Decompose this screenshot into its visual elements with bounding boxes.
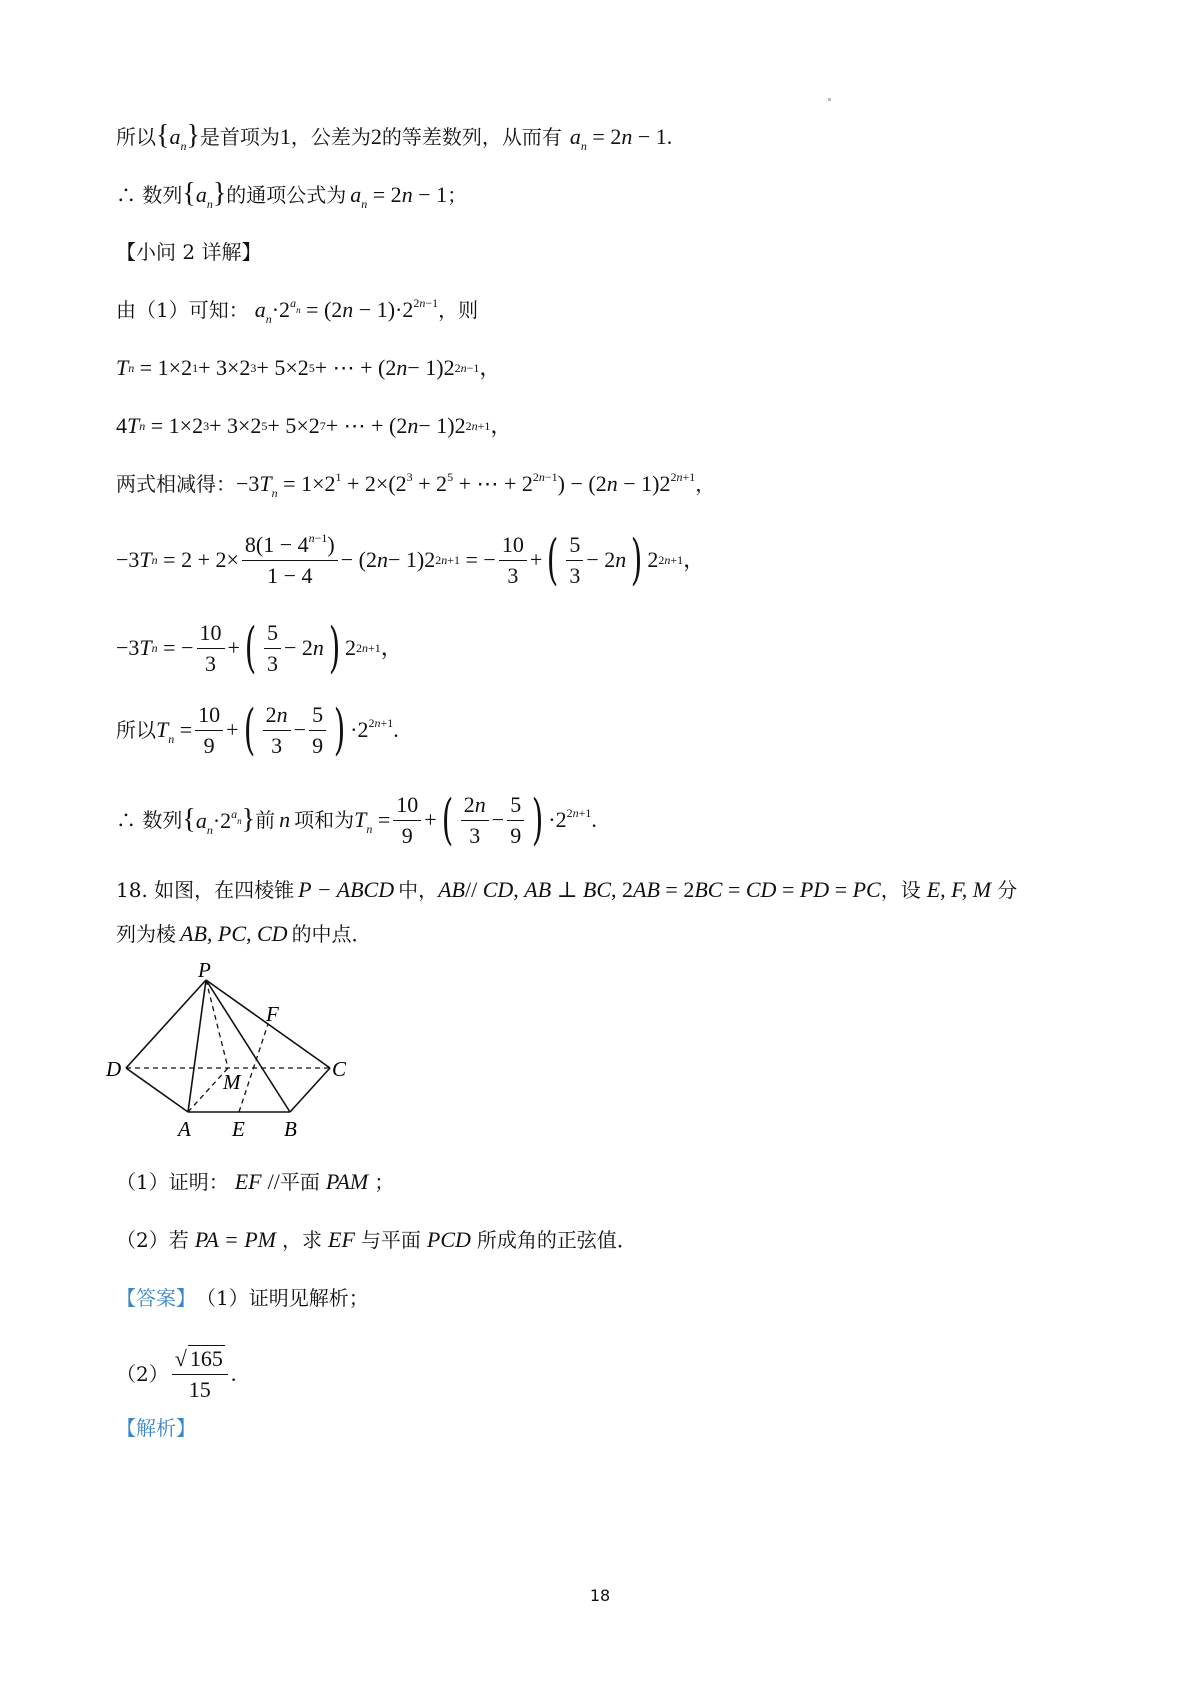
line-general-term: ∴ 数列 $\{a_n\}$ 的通项公式为 $a_n = 2n - 1$ ； [116, 178, 468, 211]
math-an-set: $\{a_n\}$ [156, 120, 200, 153]
pyramid-figure [104, 960, 364, 1142]
line-arith-seq: 所以 $\{a_n\}$ 是首项为 1 ，公差为 2 的等差数列，从而有 $a_n = 2n - 1$. [116, 120, 673, 153]
eq-4Tn: 4 T n = 1×2 3 + 3×2 5 + 5×2 7 + ⋯ + (2 n − 1)2 2n+1 ， [116, 413, 513, 438]
answer-fraction: $\frac{√ 165}{15}$ [172, 1344, 228, 1405]
vertex-label: D [106, 1057, 122, 1081]
analysis-heading: 【解析】 [116, 1416, 196, 1440]
math-an-formula: $a_n = 2n - 1$. [569, 123, 673, 153]
problem-18-statement: 18. 如图，在四棱锥 P − ABCD 中， AB// CD, AB ⊥ BC, 2AB = 2BC = CD = PD = PC ，设 E, F, M 分 [116, 877, 1018, 902]
line-from-part1: 由（1）可知： $a_n\cdot 2^{a_n} = (2n - 1)\cdot 2^{2n-1}$ ，则 [116, 296, 479, 326]
eq-Tn: T n = 1×2 1 + 3×2 3 + 5×2 5 + ⋯ + (2 n − 1)2 2n−1 ， [116, 355, 502, 380]
eq-Tn-result: 所以 $T_n$ = $\frac{10}{9}$ + ( $\frac{2n}{3}$ − $\frac{5}{9}$ ) $\cdot 2^{2n+1}$. [116, 698, 399, 761]
vertex-label: F [266, 1002, 279, 1026]
subquestion-2: （2）若 PA = PM ，求 EF 与平面 PCD 所成角的正弦值． [116, 1227, 637, 1252]
eq-minus3Tn: −3 T n = − $\frac{10}{3}$ + ( $\frac{5}{3}$ − 2 n ) 2 2n+1 ， [116, 616, 403, 679]
eq-geometric-sum: −3 T n = 2 + 2× $\frac{8(1 - 4^{n-1})}{1 - 4}$ − (2 n − 1)2 2n+1 = − $\frac{10}{3}$ + ( $\frac{5}{3}$ − 2 n ) 2 2n+1 ， [116, 528, 706, 591]
vertex-label: M [223, 1070, 241, 1094]
answer-tag: 【答案】 [116, 1286, 196, 1310]
vertex-label: E [232, 1117, 245, 1141]
answer-2: （2） $\frac{√ 165}{15}$ . [116, 1334, 236, 1414]
vertex-label: A [178, 1117, 191, 1141]
eq-Tn-conclusion: ∴ 数列 $\{a_n\cdot 2^{a_n}\}$ 前 n 项和为 $T_n$ = $\frac{10}{9}$ + ( $\frac{2n}{3}$ − $\frac{5}{9}$ ) $\cdot 2^{2n+1}$. [116, 788, 597, 851]
vertex-label: B [284, 1117, 297, 1141]
stray-dot [828, 98, 831, 101]
vertex-label: P [198, 960, 211, 982]
answer-1: 【答案】 （1）证明见解析； [116, 1286, 369, 1310]
eq-subtract: 两式相减得： $-3T_n = 1\times 2^1 + 2\times(2^3 + 2^5$ + ⋯ + $2^{2n-1}) - (2n - 1)2^{2n+1}$ ， [116, 470, 716, 500]
vertex-label: C [332, 1057, 347, 1081]
problem-18-statement-cont: 列为棱 AB, PC, CD 的中点． [116, 921, 372, 946]
section-heading-q2: 【小问 2 详解】 [116, 240, 262, 264]
subquestion-1: （1）证明： EF // 平面 PAM ； [116, 1169, 395, 1194]
page-number: 18 [589, 1586, 611, 1605]
